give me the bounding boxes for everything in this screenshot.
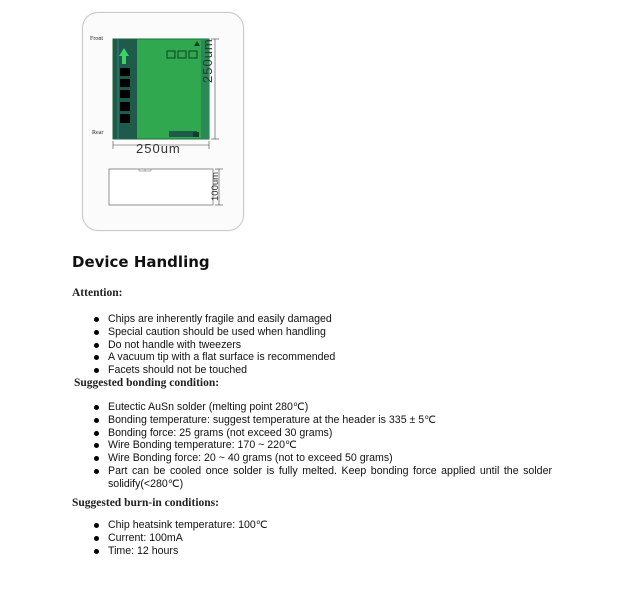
list-item: Bonding force: 25 grams (not exceed 30 grams) (92, 427, 552, 440)
burnin-heading: Suggested burn-in conditions: (72, 497, 219, 509)
height-dimension: 250um (200, 38, 215, 83)
chip-figure (82, 12, 244, 231)
front-label: Front (90, 36, 104, 42)
burnin-list (92, 519, 552, 557)
list-item: Part can be cooled once solder is fully melted. Keep bonding force applied until the solder solidify(<280℃) (92, 465, 552, 491)
list-item: Chip heatsink temperature: 100℃ (92, 519, 552, 532)
page-title: Device Handling (72, 253, 210, 271)
list-item: Wire Bonding temperature: 170 ~ 220℃ (92, 439, 552, 452)
list-item: Current: 100mA (92, 532, 552, 545)
rear-label: Rear (92, 130, 104, 136)
bonding-heading: Suggested bonding condition: (74, 377, 220, 389)
attention-heading: Attention: (72, 287, 123, 299)
attention-list (92, 313, 552, 377)
list-item: A vacuum tip with a flat surface is recommended (92, 351, 552, 364)
list-item: Special caution should be used when handling (92, 326, 552, 339)
width-dimension: 250um (136, 141, 181, 156)
list-item: Wire Bonding force: 20 ~ 40 grams (not to exceed 50 grams) (92, 452, 552, 465)
list-item: Do not handle with tweezers (92, 339, 552, 352)
list-item: Eutectic AuSn solder (melting point 280℃) (92, 401, 552, 414)
bonding-list (92, 401, 552, 491)
list-item: Chips are inherently fragile and easily damaged (92, 313, 552, 326)
chip-side-view (109, 169, 213, 205)
list-item: Facets should not be touched (92, 364, 552, 377)
list-item: Time: 12 hours (92, 545, 552, 558)
list-item: Bonding temperature: suggest temperature at the header is 335 ± 5℃ (92, 414, 552, 427)
thickness-dimension: 100um (210, 171, 221, 201)
